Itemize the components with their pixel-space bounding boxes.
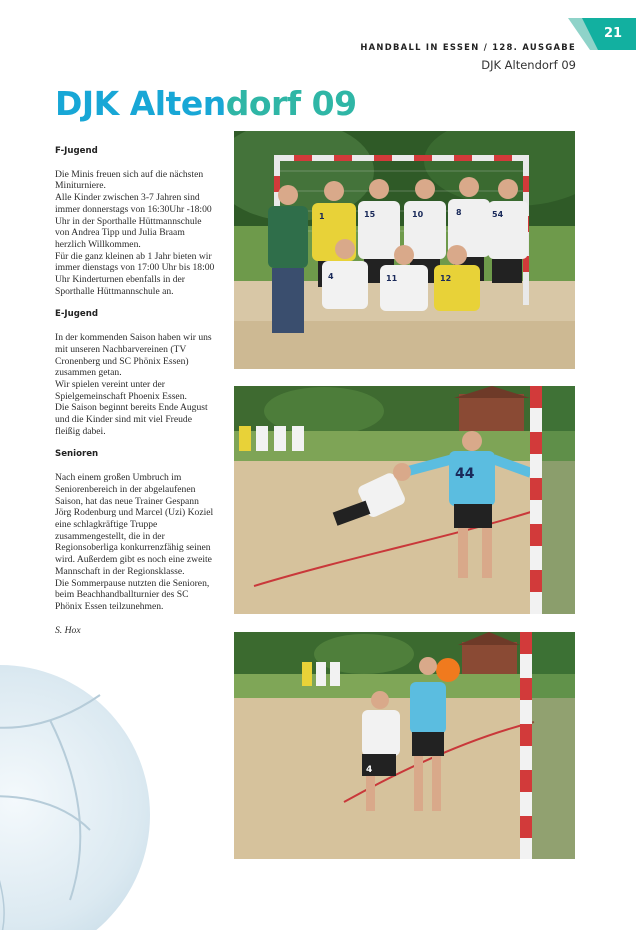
paragraph: In der kommenden Saison haben wir uns mit unseren Nachbarvereinen (TV Cronenberg und SC Phönix Essen) zusammen getan. (55, 332, 212, 379)
paragraph: Wir spielen vereint unter der Spielgemeinschaft Phoenix Essen. (55, 378, 187, 402)
team-photo (234, 131, 575, 369)
section-name: DJK Altendorf 09 (481, 58, 576, 72)
jersey-number: 4 (366, 765, 373, 775)
running-head: HANDBALL IN ESSEN / 128. AUSGABE (360, 42, 576, 52)
paragraph: Für die ganz kleinen ab 1 Jahr bieten wir immer dienstags von 17:00 Uhr bis 18:00 Uhr Kinderturnen ebenfalls in der Sporthalle Hüttmannschule an. (55, 250, 215, 297)
jersey-number: 4 (328, 272, 334, 281)
section-e-jugend (55, 309, 215, 437)
section-heading: Senioren (55, 449, 99, 460)
handball-decoration (0, 600, 160, 935)
jersey-number: 54 (492, 210, 504, 219)
page-title-main: DJK Alten (55, 84, 226, 123)
jersey-number: 8 (456, 208, 462, 217)
jersey-number: 12 (440, 274, 452, 283)
paragraph: Alle Kinder zwischen 3-7 Jahren sind immer donnerstags von 16:30Uhr -18:00 Uhr in der Sporthalle Hüttmannschule von Andrea Tipp und Julia Braam herzlich Willkommen. (55, 192, 212, 250)
jersey-number: 1 (319, 212, 325, 221)
jersey-number: 44 (455, 466, 475, 482)
article-text-column (55, 146, 215, 636)
page-title-accent: dorf 09 (225, 84, 357, 123)
jersey-number: 10 (412, 210, 424, 219)
paragraph: Nach einem großen Umbruch im Seniorenbereich in der abgelaufenen Saison, hat das neue Trainer Gespann Jörg Rodenburg und Marcel (Uzi) Koziel eine schlagkräftige Truppe zusammengestellt, die in der Regionsoberliga konkurrenzfähig seinen wird. Außerdem gibt es noch eine zweite Mannschaft in der Regionsklasse. (55, 472, 214, 577)
page-number: 21 (603, 26, 623, 41)
section-heading: E-Jugend (55, 309, 99, 320)
author-signature: S. Hox (55, 624, 81, 636)
section-senioren (55, 449, 215, 612)
jersey-number: 11 (386, 274, 398, 283)
beach-action-photo-1 (234, 386, 575, 614)
paragraph: Die Minis freuen sich auf die nächsten Miniturniere. (55, 168, 204, 192)
section-heading: F-Jugend (55, 146, 98, 156)
section-f-jugend (55, 146, 215, 297)
jersey-number: 15 (364, 210, 376, 219)
page-title (55, 84, 357, 123)
paragraph: Die Sommerpause nutzten die Senioren, beim Beachhandballturnier des SC Phönix Essen teilzunehmen. (55, 577, 210, 612)
beach-action-photo-2 (234, 632, 575, 859)
paragraph: Die Saison beginnt bereits Ende August und die Kinder sind mit viel Freude fleißig dabei. (55, 402, 208, 437)
